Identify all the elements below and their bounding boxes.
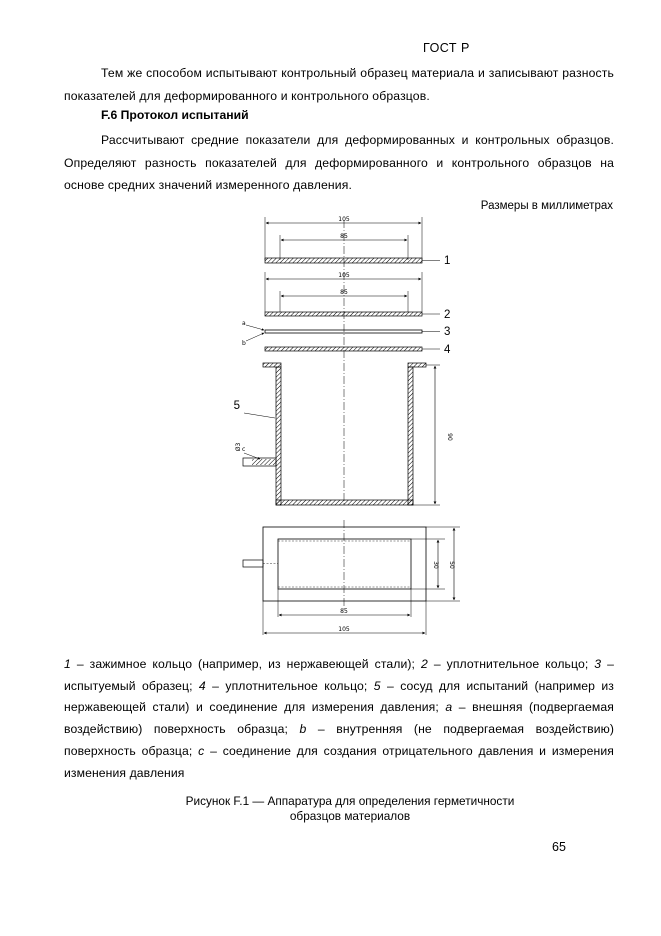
- letter-a: a: [242, 320, 246, 327]
- dimension-d3: Ø3: [235, 442, 242, 452]
- letter-b: b: [242, 340, 246, 347]
- legend-key-1: 1: [64, 657, 71, 671]
- letter-c: c: [242, 446, 246, 453]
- clamping-ring-1: [265, 216, 440, 263]
- dimension-50: 50: [448, 561, 455, 569]
- legend-key-5: 5: [373, 678, 381, 693]
- dimension-105-bottom: 105: [338, 626, 350, 633]
- dimension-85-mid: 85: [340, 289, 348, 296]
- legend-text-b: – внутренняя (не подвергаемая воздействию) поверхность образца;: [64, 722, 614, 758]
- legend-text-a: – внешняя (подвергаемая воздействию) поверхность образца;: [64, 700, 614, 737]
- page-number: 65: [552, 840, 566, 854]
- legend-key-b: b: [299, 722, 307, 737]
- dimension-105-mid: 105: [338, 272, 350, 279]
- paragraph-calculation: Рассчитывают средние показатели для деформированных и контрольных образцов. Определяют разность показателей для деформированного и контрольного образцов на основе средних значений измеренного давления.: [64, 133, 614, 192]
- dimension-30: 30: [432, 561, 439, 569]
- legend-text-2: – уплотнительное кольцо;: [427, 657, 595, 671]
- dimension-105-top: 105: [338, 216, 350, 223]
- dimension-85-top: 85: [340, 233, 348, 240]
- section-heading-f6: F.6 Протокол испытаний: [101, 108, 249, 122]
- legend-key-3: 3: [594, 657, 602, 671]
- sealing-ring-2: [265, 272, 440, 316]
- dimension-85-bottom: 85: [340, 608, 348, 615]
- standard-header: ГОСТ Р: [423, 41, 470, 55]
- apparatus-figure: [230, 215, 470, 645]
- vessel-plan-view: [243, 520, 460, 635]
- paragraph-control-sample: Тем же способом испытывают контрольный образец материала и записывают разность показателей для деформированного и контрольного образцов.: [64, 66, 614, 103]
- legend-text-5: – сосуд для испытаний (например из нержавеющей стали) и соединение для измерения давления;: [64, 678, 614, 715]
- test-vessel-5: [230, 363, 440, 505]
- part-label-3: 3: [444, 326, 451, 338]
- units-note: Размеры в миллиметрах: [480, 200, 613, 212]
- figure-legend: [64, 654, 614, 784]
- legend-text-4: – уплотнительное кольцо;: [205, 678, 374, 693]
- test-sample-3: [246, 325, 440, 341]
- legend-text-3: – испытуемый образец;: [64, 657, 614, 693]
- figure-caption: [100, 794, 600, 823]
- legend-text-1: – зажимное кольцо (например, из нержавеющей стали);: [70, 657, 421, 671]
- part-label-4: 4: [444, 344, 451, 356]
- legend-key-4: 4: [198, 678, 206, 693]
- sealing-ring-4: [265, 347, 440, 351]
- part-label-2: 2: [444, 309, 451, 321]
- legend-text-c: – соединение для создания отрицательного давления и измерения изменения давления: [64, 743, 614, 780]
- legend-key-c: c: [198, 743, 205, 758]
- caption-line-1: Рисунок F.1 — Аппаратура для определения герметичности: [185, 794, 515, 808]
- legend-key-a: a: [445, 700, 453, 715]
- caption-line-2: образцов материалов: [289, 808, 411, 823]
- part-label-5: 5: [233, 400, 240, 412]
- dimension-90: 90: [446, 433, 453, 441]
- legend-key-2: 2: [420, 657, 428, 671]
- part-label-1: 1: [444, 255, 451, 267]
